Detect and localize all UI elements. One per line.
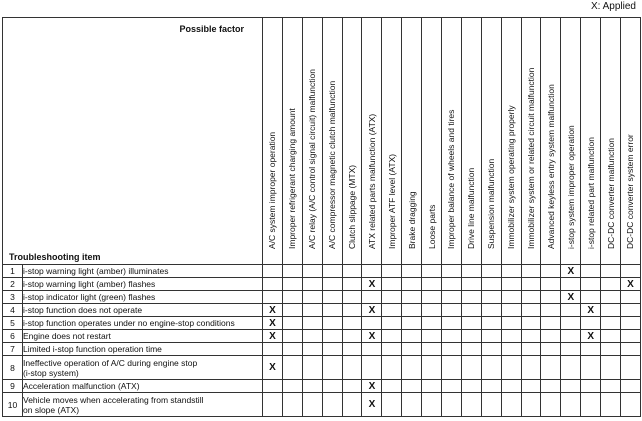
empty-mark-cell	[382, 304, 402, 317]
empty-mark-cell	[581, 356, 601, 380]
empty-mark-cell	[422, 356, 442, 380]
empty-mark-cell	[342, 317, 362, 330]
factor-header-cell	[521, 18, 541, 265]
applied-mark: X	[263, 304, 283, 317]
factor-header-cell	[263, 18, 283, 265]
empty-mark-cell	[442, 265, 462, 278]
empty-mark-cell	[402, 380, 422, 393]
empty-mark-cell	[362, 343, 382, 356]
empty-mark-cell	[501, 304, 521, 317]
empty-mark-cell	[561, 380, 581, 393]
factor-header-cell	[282, 18, 302, 265]
empty-mark-cell	[521, 278, 541, 291]
troubleshooting-item-text: i-stop indicator light (green) flashes	[23, 292, 156, 302]
empty-mark-cell	[302, 380, 322, 393]
row-number: 6	[3, 330, 23, 343]
applied-mark: X	[362, 278, 382, 291]
factor-header-cell	[601, 18, 621, 265]
possible-factor-heading: Possible factor	[179, 24, 244, 34]
empty-mark-cell	[402, 317, 422, 330]
table-row	[3, 291, 641, 304]
factor-label: DC-DC converter system error	[625, 134, 636, 249]
empty-mark-cell	[521, 291, 541, 304]
legend-applied: X: Applied	[590, 1, 636, 12]
empty-mark-cell	[302, 291, 322, 304]
applied-mark: X	[362, 380, 382, 393]
empty-mark-cell	[541, 291, 561, 304]
empty-mark-cell	[442, 278, 462, 291]
empty-mark-cell	[541, 278, 561, 291]
table-row	[3, 380, 641, 393]
empty-mark-cell	[461, 291, 481, 304]
empty-mark-cell	[481, 265, 501, 278]
empty-mark-cell	[621, 291, 641, 304]
empty-mark-cell	[382, 343, 402, 356]
troubleshooting-item-text: Limited i-stop function operation time	[23, 344, 162, 354]
table-row	[3, 356, 641, 380]
empty-mark-cell	[382, 356, 402, 380]
factor-label: A/C relay (A/C control signal circuit) malfunction	[307, 69, 318, 249]
empty-mark-cell	[481, 304, 501, 317]
empty-mark-cell	[621, 304, 641, 317]
factor-header-cell	[342, 18, 362, 265]
empty-mark-cell	[362, 265, 382, 278]
empty-mark-cell	[561, 356, 581, 380]
empty-mark-cell	[501, 380, 521, 393]
applied-mark: X	[362, 330, 382, 343]
empty-mark-cell	[621, 330, 641, 343]
empty-mark-cell	[621, 343, 641, 356]
troubleshooting-item-cell	[23, 393, 263, 417]
empty-mark-cell	[322, 317, 342, 330]
empty-mark-cell	[322, 265, 342, 278]
empty-mark-cell	[263, 380, 283, 393]
empty-mark-cell	[263, 343, 283, 356]
factor-label: ATX related parts malfunction (ATX)	[366, 113, 377, 249]
table-row	[3, 317, 641, 330]
empty-mark-cell	[422, 265, 442, 278]
empty-mark-cell	[521, 393, 541, 417]
empty-mark-cell	[541, 343, 561, 356]
empty-mark-cell	[541, 330, 561, 343]
empty-mark-cell	[601, 380, 621, 393]
table-row	[3, 343, 641, 356]
empty-mark-cell	[601, 278, 621, 291]
troubleshooting-item-text: i-stop warning light (amber) illuminates	[23, 266, 169, 276]
factor-header-cell	[362, 18, 382, 265]
empty-mark-cell	[461, 356, 481, 380]
empty-mark-cell	[442, 304, 462, 317]
empty-mark-cell	[561, 343, 581, 356]
troubleshooting-item-text: (i-stop system)	[23, 367, 79, 378]
empty-mark-cell	[302, 343, 322, 356]
empty-mark-cell	[342, 304, 362, 317]
row-number: 5	[3, 317, 23, 330]
factor-label: i-stop related part malfunction	[585, 137, 596, 249]
factor-label: A/C system improper operation	[267, 131, 278, 249]
empty-mark-cell	[521, 380, 541, 393]
empty-mark-cell	[263, 265, 283, 278]
factor-header-cell	[402, 18, 422, 265]
empty-mark-cell	[442, 380, 462, 393]
empty-mark-cell	[282, 393, 302, 417]
applied-mark: X	[362, 304, 382, 317]
empty-mark-cell	[461, 380, 481, 393]
row-number: 4	[3, 304, 23, 317]
empty-mark-cell	[342, 380, 362, 393]
empty-mark-cell	[322, 343, 342, 356]
empty-mark-cell	[481, 393, 501, 417]
empty-mark-cell	[342, 330, 362, 343]
empty-mark-cell	[501, 330, 521, 343]
empty-mark-cell	[402, 291, 422, 304]
empty-mark-cell	[461, 343, 481, 356]
table-row	[3, 265, 641, 278]
empty-mark-cell	[282, 356, 302, 380]
empty-mark-cell	[422, 330, 442, 343]
empty-mark-cell	[461, 317, 481, 330]
empty-mark-cell	[442, 317, 462, 330]
table-header-row	[3, 18, 641, 265]
empty-mark-cell	[282, 330, 302, 343]
factor-header-cell	[442, 18, 462, 265]
empty-mark-cell	[501, 317, 521, 330]
table-row	[3, 304, 641, 317]
empty-mark-cell	[581, 291, 601, 304]
empty-mark-cell	[521, 317, 541, 330]
empty-mark-cell	[282, 278, 302, 291]
empty-mark-cell	[382, 291, 402, 304]
empty-mark-cell	[322, 393, 342, 417]
empty-mark-cell	[461, 330, 481, 343]
empty-mark-cell	[402, 304, 422, 317]
empty-mark-cell	[541, 265, 561, 278]
empty-mark-cell	[402, 356, 422, 380]
empty-mark-cell	[521, 356, 541, 380]
troubleshooting-item-cell	[23, 380, 263, 393]
empty-mark-cell	[501, 393, 521, 417]
empty-mark-cell	[481, 356, 501, 380]
factor-label: A/C compressor magnetic clutch malfunction	[327, 80, 338, 249]
troubleshooting-item-cell	[23, 278, 263, 291]
row-number: 3	[3, 291, 23, 304]
applied-mark: X	[561, 265, 581, 278]
empty-mark-cell	[621, 356, 641, 380]
applied-mark: X	[581, 330, 601, 343]
factor-label: Improper ATF level (ATX)	[386, 153, 397, 249]
factor-label: Improper balance of wheels and tires	[446, 109, 457, 249]
empty-mark-cell	[541, 380, 561, 393]
factor-label: i-stop system improper operation	[565, 125, 576, 249]
troubleshooting-item-text: Acceleration malfunction (ATX)	[23, 381, 140, 391]
troubleshooting-item-cell	[23, 291, 263, 304]
empty-mark-cell	[382, 278, 402, 291]
empty-mark-cell	[263, 291, 283, 304]
empty-mark-cell	[382, 265, 402, 278]
empty-mark-cell	[342, 343, 362, 356]
empty-mark-cell	[461, 393, 481, 417]
empty-mark-cell	[601, 356, 621, 380]
empty-mark-cell	[362, 291, 382, 304]
empty-mark-cell	[481, 343, 501, 356]
factor-header-cell	[481, 18, 501, 265]
table-row	[3, 278, 641, 291]
empty-mark-cell	[322, 304, 342, 317]
empty-mark-cell	[561, 330, 581, 343]
empty-mark-cell	[581, 278, 601, 291]
empty-mark-cell	[282, 291, 302, 304]
troubleshooting-item-cell	[23, 304, 263, 317]
empty-mark-cell	[501, 291, 521, 304]
empty-mark-cell	[481, 317, 501, 330]
empty-mark-cell	[541, 356, 561, 380]
empty-mark-cell	[561, 393, 581, 417]
empty-mark-cell	[322, 356, 342, 380]
empty-mark-cell	[282, 343, 302, 356]
empty-mark-cell	[282, 304, 302, 317]
factor-header-cell	[541, 18, 561, 265]
empty-mark-cell	[282, 317, 302, 330]
empty-mark-cell	[601, 330, 621, 343]
troubleshooting-item-text: i-stop function operates under no engine-stop conditions	[23, 318, 235, 328]
troubleshooting-item-heading: Troubleshooting item	[9, 252, 101, 262]
factor-label: Immobilizer system operating properly	[506, 105, 517, 249]
empty-mark-cell	[442, 330, 462, 343]
troubleshooting-matrix-table	[2, 17, 641, 417]
row-number: 9	[3, 380, 23, 393]
empty-mark-cell	[541, 304, 561, 317]
factor-label: Drive line malfunction	[466, 167, 477, 249]
empty-mark-cell	[601, 291, 621, 304]
empty-mark-cell	[422, 304, 442, 317]
troubleshooting-item-text: i-stop warning light (amber) flashes	[23, 279, 156, 289]
row-number: 10	[3, 393, 23, 417]
empty-mark-cell	[402, 330, 422, 343]
empty-mark-cell	[263, 393, 283, 417]
empty-mark-cell	[402, 393, 422, 417]
troubleshooting-item-text: Engine does not restart	[23, 331, 111, 341]
applied-mark: X	[263, 356, 283, 380]
empty-mark-cell	[302, 278, 322, 291]
row-number: 2	[3, 278, 23, 291]
empty-mark-cell	[342, 393, 362, 417]
factor-label: Loose parts	[426, 204, 437, 249]
empty-mark-cell	[322, 291, 342, 304]
empty-mark-cell	[442, 356, 462, 380]
troubleshooting-item-cell	[23, 317, 263, 330]
empty-mark-cell	[302, 304, 322, 317]
empty-mark-cell	[581, 343, 601, 356]
empty-mark-cell	[501, 278, 521, 291]
troubleshooting-item-text: i-stop function does not operate	[23, 305, 143, 315]
empty-mark-cell	[561, 304, 581, 317]
empty-mark-cell	[561, 278, 581, 291]
troubleshooting-item-cell	[23, 356, 263, 380]
empty-mark-cell	[521, 265, 541, 278]
empty-mark-cell	[461, 265, 481, 278]
empty-mark-cell	[521, 343, 541, 356]
empty-mark-cell	[422, 317, 442, 330]
empty-mark-cell	[481, 330, 501, 343]
empty-mark-cell	[601, 317, 621, 330]
factor-label: DC-DC converter malfunction	[605, 137, 616, 249]
empty-mark-cell	[461, 304, 481, 317]
empty-mark-cell	[581, 317, 601, 330]
empty-mark-cell	[442, 393, 462, 417]
empty-mark-cell	[501, 356, 521, 380]
empty-mark-cell	[422, 291, 442, 304]
factor-label: Advanced keyless entry system malfunction	[545, 84, 556, 249]
empty-mark-cell	[322, 380, 342, 393]
table-row	[3, 393, 641, 417]
empty-mark-cell	[501, 343, 521, 356]
empty-mark-cell	[402, 343, 422, 356]
empty-mark-cell	[263, 278, 283, 291]
factor-header-cell	[501, 18, 521, 265]
empty-mark-cell	[541, 317, 561, 330]
empty-mark-cell	[581, 265, 601, 278]
empty-mark-cell	[501, 265, 521, 278]
empty-mark-cell	[481, 291, 501, 304]
empty-mark-cell	[601, 343, 621, 356]
empty-mark-cell	[581, 380, 601, 393]
row-number: 8	[3, 356, 23, 380]
empty-mark-cell	[442, 343, 462, 356]
troubleshooting-item-cell	[23, 265, 263, 278]
factor-header-cell	[322, 18, 342, 265]
empty-mark-cell	[342, 265, 362, 278]
empty-mark-cell	[382, 317, 402, 330]
empty-mark-cell	[342, 291, 362, 304]
troubleshooting-item-cell	[23, 330, 263, 343]
factor-label: Immobilizer system or related circuit malfunction	[526, 67, 537, 249]
empty-mark-cell	[402, 278, 422, 291]
empty-mark-cell	[521, 330, 541, 343]
factor-header-cell	[461, 18, 481, 265]
empty-mark-cell	[302, 265, 322, 278]
empty-mark-cell	[422, 343, 442, 356]
factor-header-cell	[621, 18, 641, 265]
empty-mark-cell	[621, 380, 641, 393]
empty-mark-cell	[302, 393, 322, 417]
factor-header-cell	[302, 18, 322, 265]
factor-header-cell	[581, 18, 601, 265]
empty-mark-cell	[282, 380, 302, 393]
applied-mark: X	[621, 278, 641, 291]
factor-header-cell	[422, 18, 442, 265]
empty-mark-cell	[382, 393, 402, 417]
factor-label: Improper refrigerant charging amount	[287, 108, 298, 249]
empty-mark-cell	[541, 393, 561, 417]
empty-mark-cell	[601, 265, 621, 278]
factor-header-cell	[561, 18, 581, 265]
empty-mark-cell	[621, 393, 641, 417]
empty-mark-cell	[601, 304, 621, 317]
empty-mark-cell	[621, 317, 641, 330]
factor-label: Brake dragging	[406, 191, 417, 249]
empty-mark-cell	[322, 330, 342, 343]
applied-mark: X	[263, 330, 283, 343]
row-number: 1	[3, 265, 23, 278]
empty-mark-cell	[481, 278, 501, 291]
table-row	[3, 330, 641, 343]
empty-mark-cell	[601, 393, 621, 417]
empty-mark-cell	[422, 278, 442, 291]
troubleshooting-item-cell	[23, 343, 263, 356]
empty-mark-cell	[322, 278, 342, 291]
empty-mark-cell	[521, 304, 541, 317]
factor-label: Clutch slippage (MTX)	[347, 164, 357, 249]
empty-mark-cell	[422, 393, 442, 417]
empty-mark-cell	[342, 356, 362, 380]
factor-header-cell	[382, 18, 402, 265]
applied-mark: X	[362, 393, 382, 417]
empty-mark-cell	[342, 278, 362, 291]
empty-mark-cell	[402, 265, 422, 278]
empty-mark-cell	[422, 380, 442, 393]
empty-mark-cell	[581, 393, 601, 417]
empty-mark-cell	[302, 330, 322, 343]
troubleshooting-item-text: Ineffective operation of A/C during engine stop	[23, 357, 198, 368]
empty-mark-cell	[461, 278, 481, 291]
empty-mark-cell	[481, 380, 501, 393]
applied-mark: X	[263, 317, 283, 330]
empty-mark-cell	[442, 291, 462, 304]
empty-mark-cell	[302, 317, 322, 330]
empty-mark-cell	[561, 317, 581, 330]
troubleshooting-item-text: Vehicle moves when accelerating from standstill	[23, 394, 204, 405]
applied-mark: X	[581, 304, 601, 317]
empty-mark-cell	[621, 265, 641, 278]
header-corner-cell	[3, 18, 263, 265]
empty-mark-cell	[362, 317, 382, 330]
empty-mark-cell	[302, 356, 322, 380]
empty-mark-cell	[382, 380, 402, 393]
applied-mark: X	[561, 291, 581, 304]
table-body	[3, 265, 641, 417]
row-number: 7	[3, 343, 23, 356]
empty-mark-cell	[282, 265, 302, 278]
empty-mark-cell	[382, 330, 402, 343]
factor-label: Suspension malfunction	[486, 158, 497, 249]
troubleshooting-item-text: on slope (ATX)	[23, 404, 80, 415]
empty-mark-cell	[362, 356, 382, 380]
